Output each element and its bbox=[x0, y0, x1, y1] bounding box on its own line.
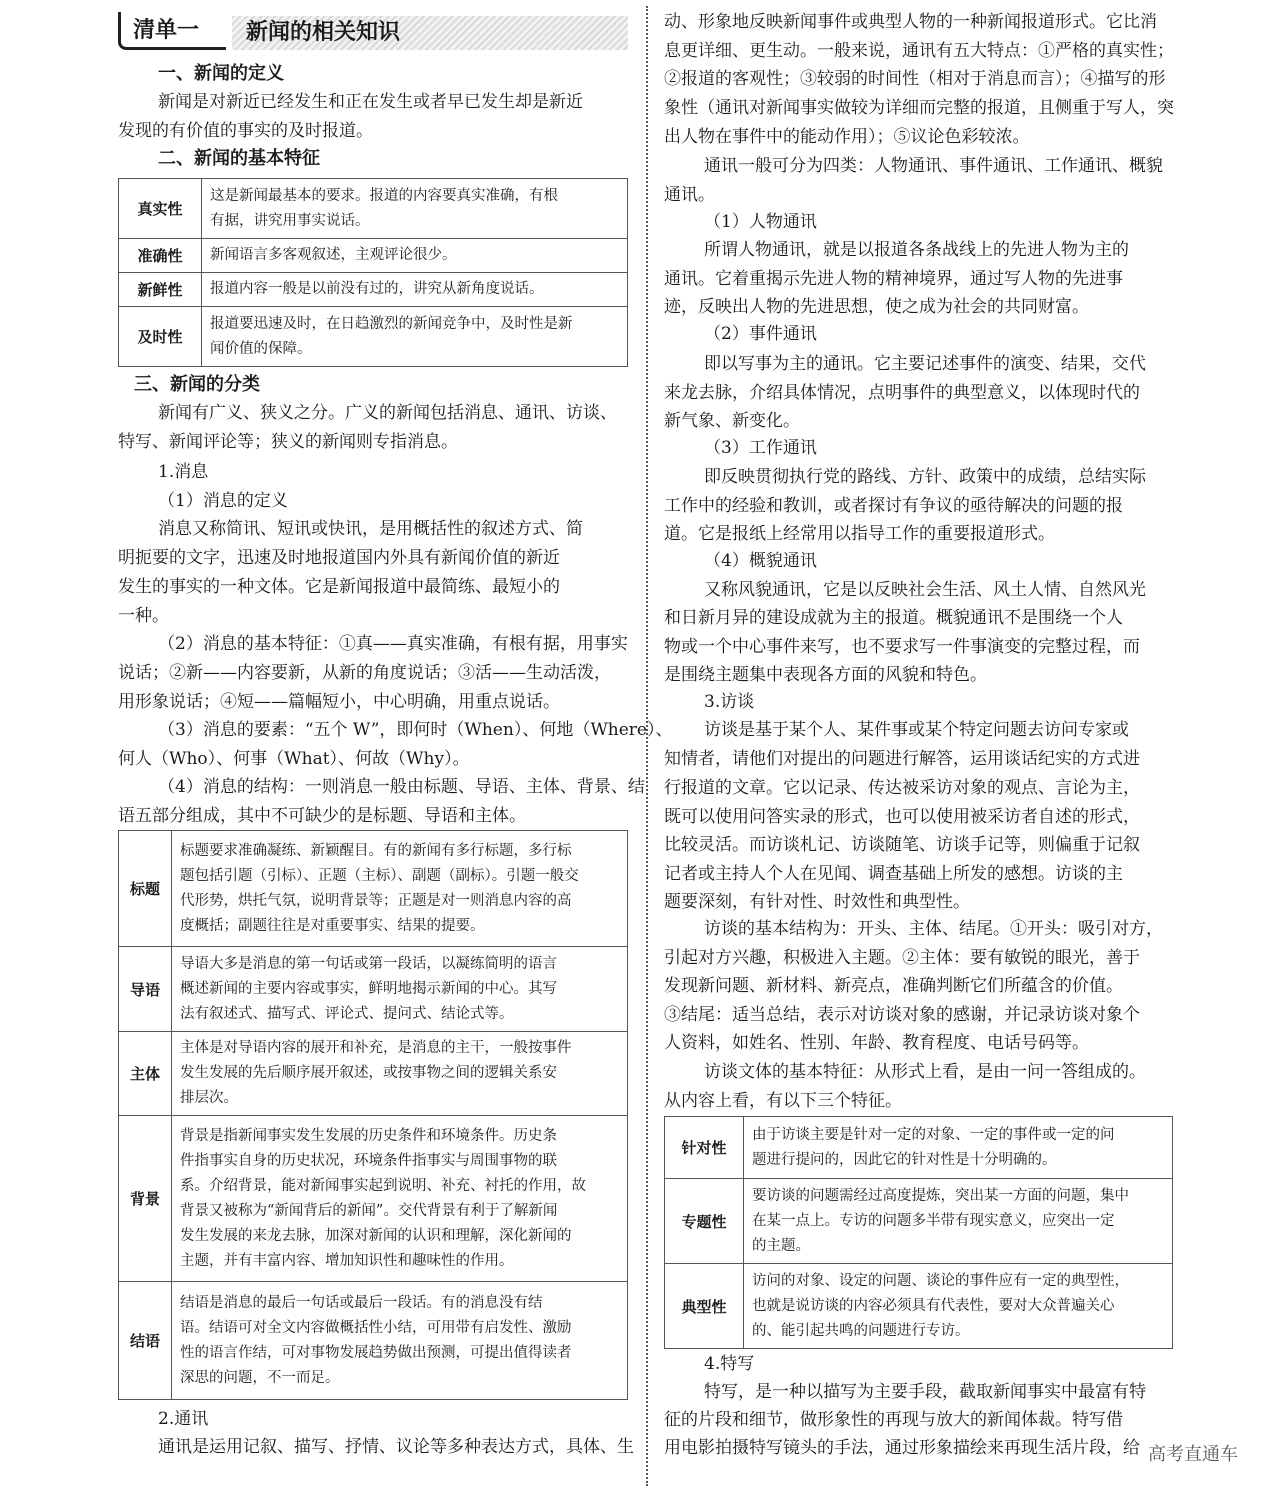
row-value-line: 概述新闻的主要内容或事实，鲜明地揭示新闻的中心。其写 bbox=[180, 980, 557, 997]
table-row bbox=[119, 179, 628, 239]
row-value-line: 结语是消息的最后一句话或最后一段话。有的消息没有结 bbox=[180, 1294, 543, 1311]
row-value-line: 访问的对象、设定的问题、谈论的事件应有一定的典型性， bbox=[752, 1272, 1129, 1289]
table-row bbox=[119, 273, 628, 307]
text-line: 特写，是一种以描写为主要手段，截取新闻事实中最富有特 bbox=[704, 1382, 1146, 1402]
text-line: 知情者，请他们对提出的问题进行解答，运用谈话纪实的方式进 bbox=[664, 749, 1140, 769]
row-value-line: 性的语言作结，可对事物发展趋势做出预测，可提出值得读者 bbox=[180, 1344, 572, 1361]
table-row bbox=[119, 239, 628, 273]
row-value bbox=[172, 947, 628, 1032]
text-line: 通讯一般可分为四类：人物通讯、事件通讯、工作通讯、概貌 bbox=[704, 156, 1163, 176]
text-line: 引起对方兴趣，积极进入主题。②主体：要有敏锐的眼光，善于 bbox=[664, 948, 1140, 968]
table-row bbox=[665, 1117, 1173, 1179]
text-line: 比较灵活。而访谈札记、访谈随笔、访谈手记等，则偏重于记叙 bbox=[664, 835, 1140, 855]
row-value-line: 法有叙述式、描写式、评论式、提问式、结论式等。 bbox=[180, 1005, 514, 1022]
row-value-line: 语。结语可对全文内容做概括性小结，可用带有启发性、激励 bbox=[180, 1319, 572, 1336]
text-line: 物或一个中心事件来写，也不要求写一件事演变的完整过程，而 bbox=[664, 637, 1140, 657]
row-key: 主体 bbox=[119, 1032, 172, 1116]
row-value bbox=[744, 1264, 1173, 1349]
row-key: 结语 bbox=[119, 1282, 172, 1400]
interview-table bbox=[664, 1116, 1173, 1349]
row-value-line: 主题，并有丰富内容、增加知识性和趣味性的作用。 bbox=[180, 1252, 514, 1269]
text-line: 访谈文体的基本特征：从形式上看，是由一问一答组成的。 bbox=[704, 1062, 1146, 1082]
table-row bbox=[119, 1116, 628, 1282]
watermark: 高考直通车 bbox=[1148, 1444, 1238, 1465]
text-line: 来龙去脉，介绍具体情况，点明事件的典型意义，以体现时代的 bbox=[664, 383, 1140, 403]
text-line: 新气象、新变化。 bbox=[664, 411, 800, 431]
text-line: 访谈是基于某个人、某件事或某个特定问题去访问专家或 bbox=[704, 720, 1129, 740]
row-value-line: 导语大多是消息的第一句话或第一段话，以凝练简明的语言 bbox=[180, 955, 557, 972]
row-value-line: 也就是说访谈的内容必须具有代表性，要对大众普遍关心 bbox=[752, 1297, 1115, 1314]
row-value-line: 标题要求准确凝练、新颖醒目。有的新闻有多行标题，多行标 bbox=[180, 842, 572, 859]
text-line: （3）消息的要素：“五个 W”，即何时（When）、何地（Where）、 bbox=[158, 720, 673, 740]
text-line: （4）概貌通讯 bbox=[704, 551, 817, 571]
row-key: 背景 bbox=[119, 1116, 172, 1282]
row-value-line: 闻价值的保障。 bbox=[210, 340, 312, 357]
row-value bbox=[172, 831, 628, 947]
text-line: 记者或主持人个人在见闻、调查基础上所发的感想。访谈的主 bbox=[664, 864, 1123, 884]
row-key: 真实性 bbox=[119, 179, 202, 239]
table-row bbox=[119, 1282, 628, 1400]
row-value-line: 要访谈的问题需经过高度提炼，突出某一方面的问题，集中 bbox=[752, 1187, 1129, 1204]
row-value bbox=[744, 1179, 1173, 1264]
structure-table bbox=[118, 830, 628, 1400]
row-value bbox=[172, 1282, 628, 1400]
row-value-line: 件指事实自身的历史状况，环境条件指事实与周围事物的联 bbox=[180, 1152, 557, 1169]
row-value-line: 系。介绍背景，能对新闻事实起到说明、补充、衬托的作用，故 bbox=[180, 1177, 586, 1194]
row-key: 标题 bbox=[119, 831, 172, 947]
section-header bbox=[118, 12, 628, 52]
table-row bbox=[665, 1264, 1173, 1349]
row-value-line: 题包括引题（引标）、正题（主标）、副题（副标）。引题一般交 bbox=[180, 867, 579, 884]
text-line: （2）消息的基本特征：①真——真实准确，有根有据，用事实 bbox=[158, 634, 628, 654]
row-value-line: 深思的问题，不一而足。 bbox=[180, 1369, 340, 1386]
text-line: 通讯。 bbox=[664, 185, 715, 205]
text-line: 象性（通讯对新闻事实做较为详细而完整的报道，且侧重于写人，突 bbox=[664, 98, 1174, 118]
text-line: 征的片段和细节，做形象性的再现与放大的新闻体裁。特写借 bbox=[664, 1410, 1123, 1430]
heading-definition: 一、新闻的定义 bbox=[158, 63, 284, 84]
text-line: 消息又称简讯、短讯或快讯，是用概括性的叙述方式、简 bbox=[158, 519, 583, 539]
row-value-line: 有据，讲究用事实说话。 bbox=[210, 212, 370, 229]
section-title: 新闻的相关知识 bbox=[232, 16, 628, 50]
text-line: ②报道的客观性；③较弱的时间性（相对于消息而言）；④描写的形 bbox=[664, 69, 1166, 89]
text-line: （4）消息的结构：一则消息一般由标题、导语、主体、背景、结 bbox=[158, 777, 645, 797]
text-line: （1）人物通讯 bbox=[704, 212, 817, 232]
table-row bbox=[119, 831, 628, 947]
row-value bbox=[172, 1116, 628, 1282]
features-table bbox=[118, 178, 628, 367]
text-line: 通讯是运用记叙、描写、抒情、议论等多种表达方式，具体、生 bbox=[158, 1437, 634, 1457]
row-value-line: 背景是指新闻事实发生发展的历史条件和环境条件。历史条 bbox=[180, 1127, 557, 1144]
text-line: 所谓人物通讯，就是以报道各条战线上的先进人物为主的 bbox=[704, 240, 1129, 260]
row-value-line: 由于访谈主要是针对一定的对象、一定的事件或一定的问 bbox=[752, 1126, 1115, 1143]
text-line: 发现的有价值的事实的及时报道。 bbox=[118, 121, 373, 141]
row-value bbox=[202, 307, 628, 367]
row-value-line: 背景又被称为“新闻背后的新闻”。交代背景有利于了解新闻 bbox=[180, 1202, 558, 1219]
row-value-line: 题进行提问的，因此它的针对性是十分明确的。 bbox=[752, 1151, 1057, 1168]
text-line: 和日新月异的建设成就为主的报道。概貌通讯不是围绕一个人 bbox=[664, 608, 1123, 628]
text-line: 特写、新闻评论等；狭义的新闻则专指消息。 bbox=[118, 432, 458, 452]
row-value bbox=[202, 179, 628, 239]
row-value bbox=[202, 273, 628, 307]
row-key: 专题性 bbox=[665, 1179, 744, 1264]
text-line: 发生的事实的一种文体。它是新闻报道中最简练、最短小的 bbox=[118, 577, 560, 597]
row-value bbox=[202, 239, 628, 273]
section-tag: 清单一 bbox=[118, 12, 226, 50]
row-key: 及时性 bbox=[119, 307, 202, 367]
heading-features: 二、新闻的基本特征 bbox=[158, 148, 320, 169]
text-line: 用电影拍摄特写镜头的手法，通过形象描绘来再现生活片段，给 bbox=[664, 1438, 1140, 1458]
text-line: 明扼要的文字，迅速及时地报道国内外具有新闻价值的新近 bbox=[118, 548, 560, 568]
text-line: 道。它是报纸上经常用以指导工作的重要报道形式。 bbox=[664, 524, 1055, 544]
text-line: ③结尾：适当总结，表示对访谈对象的感谢，并记录访谈对象个 bbox=[664, 1005, 1140, 1025]
row-value-line: 的、能引起共鸣的问题进行专访。 bbox=[752, 1322, 970, 1339]
text-line: 3.访谈 bbox=[704, 692, 755, 712]
text-line: 出人物在事件中的能动作用）；⑤议论色彩较浓。 bbox=[664, 127, 1030, 147]
text-line: 发现新问题、新材料、新亮点，准确判断它们所蕴含的价值。 bbox=[664, 976, 1123, 996]
heading-classification: 三、新闻的分类 bbox=[134, 374, 260, 395]
table-row bbox=[665, 1179, 1173, 1264]
heading-tongxun: 2.通讯 bbox=[158, 1409, 209, 1429]
text-line: 又称风貌通讯，它是以反映社会生活、风土人情、自然风光 bbox=[704, 580, 1146, 600]
text-line: 1.消息 bbox=[158, 462, 209, 482]
text-line: （2）事件通讯 bbox=[704, 324, 817, 344]
row-key: 导语 bbox=[119, 947, 172, 1032]
text-line: 是围绕主题集中表现各方面的风貌和特色。 bbox=[664, 665, 987, 685]
table-row bbox=[119, 947, 628, 1032]
row-value-line: 排层次。 bbox=[180, 1090, 238, 1106]
text-line: 从内容上看，有以下三个特征。 bbox=[664, 1091, 902, 1111]
text-line: 息更详细、更生动。一般来说，通讯有五大特点：①严格的真实性； bbox=[664, 41, 1174, 61]
text-line: （3）工作通讯 bbox=[704, 438, 817, 458]
text-line: 新闻有广义、狭义之分。广义的新闻包括消息、通讯、访谈、 bbox=[158, 403, 617, 423]
text-line: 工作中的经验和教训，或者探讨有争议的亟待解决的问题的报 bbox=[664, 496, 1123, 516]
text-line: 题要深刻，有针对性、时效性和典型性。 bbox=[664, 892, 970, 912]
row-value-line: 报道内容一般是以前没有过的，讲究从新角度说话。 bbox=[210, 281, 544, 297]
row-key: 准确性 bbox=[119, 239, 202, 273]
text-line: 语五部分组成，其中不可缺少的是标题、导语和主体。 bbox=[118, 806, 526, 826]
row-value bbox=[744, 1117, 1173, 1179]
text-line: 4.特写 bbox=[704, 1354, 755, 1374]
text-line: 用形象说话；④短——篇幅短小，中心明确，用重点说话。 bbox=[118, 692, 560, 712]
row-value-line: 报道要迅速及时，在日趋激烈的新闻竞争中，及时性是新 bbox=[210, 315, 573, 332]
text-line: 即以写事为主的通讯。它主要记述事件的演变、结果，交代 bbox=[704, 354, 1146, 374]
row-value-line: 在某一点上。专访的问题多半带有现实意义，应突出一定 bbox=[752, 1212, 1115, 1229]
row-key: 针对性 bbox=[665, 1117, 744, 1179]
row-value-line: 发生发展的先后顺序展开叙述，或按事物之间的逻辑关系安 bbox=[180, 1065, 557, 1081]
text-line: 通讯。它着重揭示先进人物的精神境界，通过写人物的先进事 bbox=[664, 269, 1123, 289]
text-line: 新闻是对新近已经发生和正在发生或者早已发生却是新近 bbox=[158, 92, 583, 112]
text-line: 即反映贯彻执行党的路线、方针、政策中的成绩，总结实际 bbox=[704, 467, 1146, 487]
text-line: 迹，反映出人物的先进思想，使之成为社会的共同财富。 bbox=[664, 297, 1089, 317]
column-divider bbox=[646, 6, 648, 1486]
row-value bbox=[172, 1032, 628, 1116]
row-value-line: 的主题。 bbox=[752, 1237, 810, 1254]
row-key: 典型性 bbox=[665, 1264, 744, 1349]
table-row bbox=[119, 307, 628, 367]
text-line: 访谈的基本结构为：开头、主体、结尾。①开头：吸引对方， bbox=[704, 919, 1163, 939]
text-line: 行报道的文章。它以记录、传达被采访对象的观点、言论为主， bbox=[664, 778, 1140, 798]
text-line: 何人（Who）、何事（What）、何故（Why）。 bbox=[118, 749, 470, 769]
row-value-line: 代形势，烘托气氛，说明背景等；正题是对一则消息内容的高 bbox=[180, 892, 572, 909]
row-value-line: 发生发展的来龙去脉，加深对新闻的认识和理解，深化新闻的 bbox=[180, 1227, 572, 1244]
text-line: 既可以使用问答实录的形式，也可以使用被采访者自述的形式， bbox=[664, 807, 1140, 827]
text-line: （1）消息的定义 bbox=[158, 491, 288, 511]
row-value-line: 新闻语言多客观叙述，主观评论很少。 bbox=[210, 247, 457, 263]
table-row bbox=[119, 1032, 628, 1116]
text-line: 一种。 bbox=[118, 606, 169, 626]
text-line: 人资料，如姓名、性别、年龄、教育程度、电话号码等。 bbox=[664, 1033, 1089, 1053]
row-value-line: 主体是对导语内容的展开和补充，是消息的主干，一般按事件 bbox=[180, 1040, 572, 1056]
text-line: 动、形象地反映新闻事件或典型人物的一种新闻报道形式。它比消 bbox=[664, 12, 1157, 32]
text-line: 说话；②新——内容要新，从新的角度说话；③活——生动活泼， bbox=[118, 663, 611, 683]
row-value-line: 度概括；副题往往是对重要事实、结果的提要。 bbox=[180, 917, 485, 934]
row-key: 新鲜性 bbox=[119, 273, 202, 307]
row-value-line: 这是新闻最基本的要求。报道的内容要真实准确，有根 bbox=[210, 187, 558, 204]
